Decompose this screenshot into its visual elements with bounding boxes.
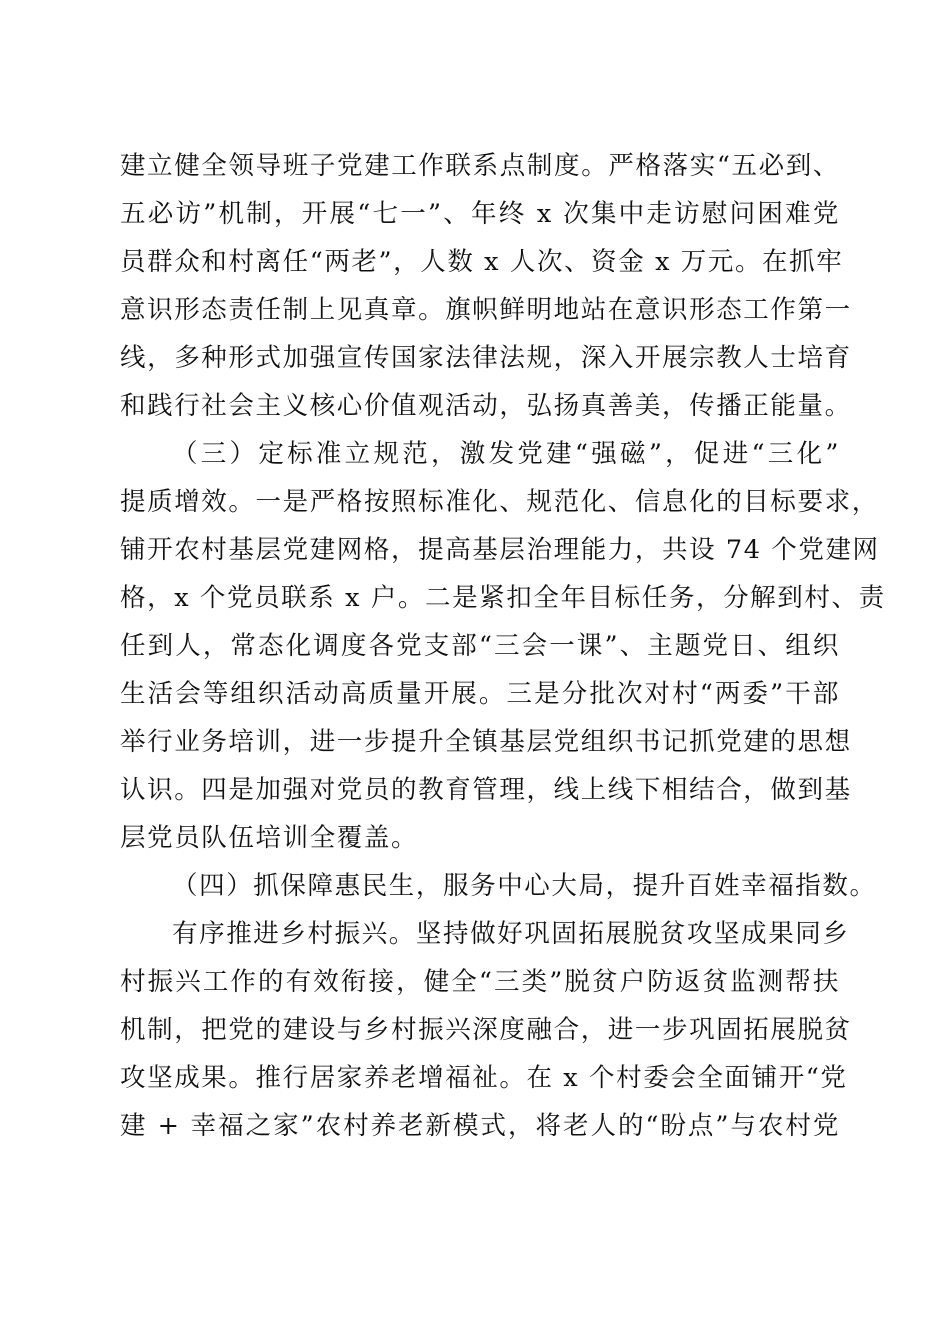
text-line: 任到人，常态化调度各党支部“三会一课”、主题党日、组织 [120, 631, 840, 661]
text-line: 有序推进乡村振兴。坚持做好巩固拓展脱贫攻坚成果同乡 [172, 919, 850, 949]
text-line: 举行业务培训，进一步提升全镇基层党组织书记抓党建的思想 [120, 727, 852, 757]
text-line: 员群众和村离任“两老”，人数 x 人次、资金 x 万元。在抓牢 [120, 247, 844, 277]
document-body [120, 142, 886, 1150]
text-line: 提质增效。一是严格按照标准化、规范化、信息化的目标要求， [120, 487, 879, 517]
text-line: 五必访”机制，开展“七一”、年终 x 次集中走访慰问困难党 [120, 199, 840, 229]
text-line: 建 + 幸福之家”农村养老新模式，将老人的“盼点”与农村党 [120, 1111, 840, 1141]
text-line: 村振兴工作的有效衔接，健全“三类”脱贫户防返贫监测帮扶 [120, 967, 840, 997]
text-line: 机制，把党的建设与乡村振兴深度融合，进一步巩固拓展脱贫 [120, 1015, 852, 1045]
text-line: 铺开农村基层党建网格，提高基层治理能力，共设 74 个党建网 [120, 535, 880, 565]
text-line: 攻坚成果。推行居家养老增福祉。在 x 个村委会全面铺开“党 [120, 1063, 848, 1093]
text-line: 认识。四是加强对党员的教育管理，线上线下相结合，做到基 [120, 775, 852, 805]
text-line: 意识形态责任制上见真章。旗帜鲜明地站在意识形态工作第一 [120, 295, 852, 325]
text-line: 建立健全领导班子党建工作联系点制度。严格落实“五必到、 [120, 151, 840, 181]
text-line: 和践行社会主义核心价值观活动，弘扬真善美，传播正能量。 [120, 391, 852, 421]
text-line: 生活会等组织活动高质量开展。三是分批次对村“两委”干部 [120, 679, 840, 709]
text-line: 线，多种形式加强宣传国家法律法规，深入开展宗教人士培育 [120, 343, 852, 373]
text-line: 格，x 个党员联系 x 户。二是紧扣全年目标任务，分解到村、责 [120, 583, 886, 613]
section-heading-three: （三）定标准立规范，激发党建“强磁”，促进“三化” [172, 439, 840, 469]
text-line: 层党员队伍培训全覆盖。 [120, 823, 419, 853]
section-heading-four: （四）抓保障惠民生，服务中心大局，提升百姓幸福指数。 [172, 871, 877, 901]
